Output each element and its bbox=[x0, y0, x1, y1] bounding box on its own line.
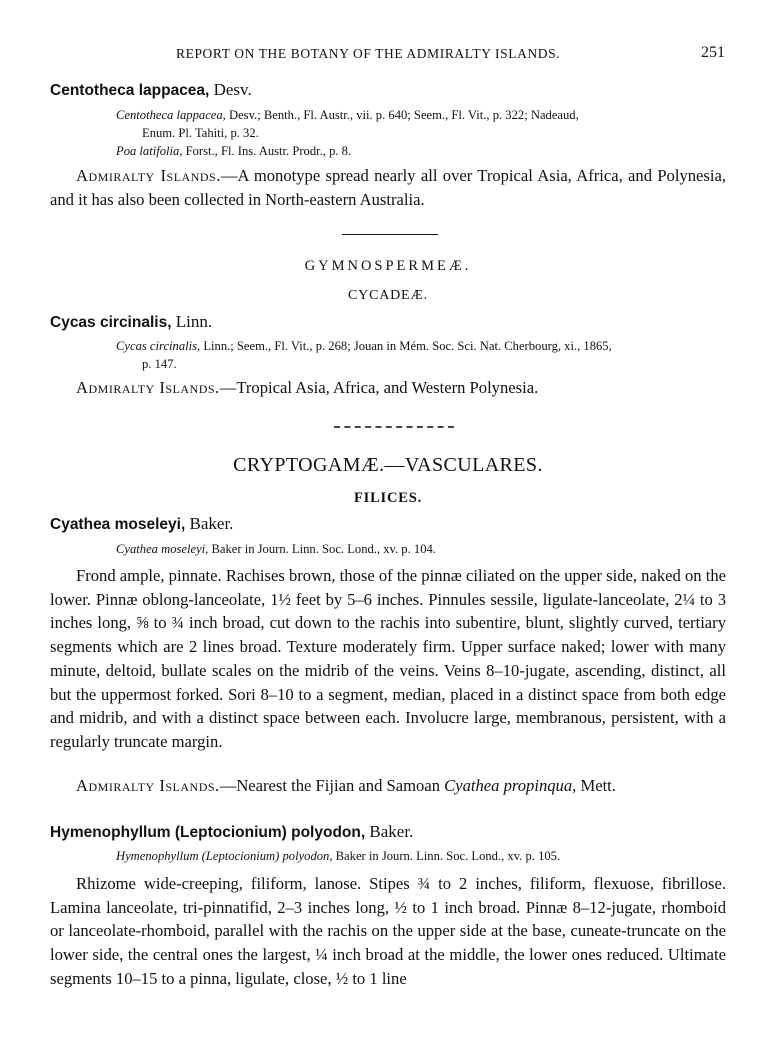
locality-text: —Nearest the Fijian and Samoan bbox=[219, 776, 440, 795]
species-authority: Baker. bbox=[189, 514, 234, 533]
locality-label: Admiralty Islands. bbox=[76, 166, 221, 185]
section-heading-gymnospermeae: GYMNOSPERMEÆ. bbox=[304, 258, 472, 274]
citation-text: Baker in Journ. Linn. Soc. Lond., xv. p. 104. bbox=[211, 542, 436, 556]
locality-label: Admiralty Islands. bbox=[76, 776, 220, 795]
species-heading-cyathea bbox=[50, 514, 233, 534]
cited-name: Hymenophyllum (Leptocionium) polyodon, bbox=[116, 849, 333, 863]
section-heading-cryptogamae: CRYPTOGAMÆ.—VASCULARES. bbox=[233, 454, 543, 476]
ornamental-divider bbox=[334, 426, 454, 428]
species-authority: Linn. bbox=[175, 312, 213, 331]
family-heading-cycadeae: CYCADEÆ. bbox=[348, 288, 428, 303]
description-hymenophyllum bbox=[50, 872, 726, 991]
locality-cyathea bbox=[50, 774, 726, 798]
citation-block-centotheca bbox=[116, 106, 736, 160]
citation-block-hymenophyllum bbox=[116, 847, 736, 865]
citation-block-cyathea bbox=[116, 540, 736, 558]
page-header bbox=[0, 44, 776, 68]
citation-block-cycas bbox=[116, 337, 736, 373]
running-title: REPORT ON THE BOTANY OF THE ADMIRALTY ISLANDS. bbox=[176, 46, 561, 61]
cited-name: Cyathea moseleyi, bbox=[116, 542, 209, 556]
species-name: Cyathea moseleyi, bbox=[50, 516, 186, 533]
citation-continuation: p. 147. bbox=[142, 357, 177, 371]
cited-name: Cycas circinalis, bbox=[116, 339, 201, 353]
section-divider bbox=[342, 234, 438, 235]
description-text: Rhizome wide-creeping, filiform, lanose. Stipes ¾ to 2 inches, filiform, flexuose, fibrillose. Lamina lanceolate, tri-pinnatifid, 2–3 inches long, ½ to 1 inch broad. Pinnæ 8–12-jugate, rhomboid or lanceolate-rhomboid, parallel with the rachis on the upper side at the base, cuneate-truncate on the lower side, the central ones the largest, ¼ inch broad at the middle, the lower ones reduced. Ultimate segments 10–15 to a pinna, ligulate, close, ½ to 1 line bbox=[50, 874, 726, 988]
locality-centotheca bbox=[50, 164, 726, 211]
species-name: Hymenophyllum (Leptocionium) polyodon, bbox=[50, 824, 366, 841]
species-name: Centotheca lappacea, bbox=[50, 82, 210, 99]
citation-text: Desv.; Benth., Fl. Austr., vii. p. 640; Seem., Fl. Vit., p. 322; Nadeaud, bbox=[228, 108, 579, 122]
cited-name: Centotheca lappacea, bbox=[116, 108, 226, 122]
family-heading-filices: FILICES. bbox=[353, 490, 423, 506]
related-species-authority: Mett. bbox=[580, 776, 616, 795]
synonym-name: Poa latifolia, bbox=[116, 144, 183, 158]
description-cyathea bbox=[50, 564, 726, 754]
locality-label: Admiralty Islands. bbox=[76, 378, 220, 397]
species-heading-centotheca bbox=[50, 80, 252, 100]
locality-cycas bbox=[50, 376, 726, 400]
species-authority: Baker. bbox=[369, 822, 414, 841]
locality-text: —Tropical Asia, Africa, and Western Polynesia. bbox=[219, 378, 539, 397]
species-authority: Desv. bbox=[213, 80, 252, 99]
species-heading-hymenophyllum bbox=[50, 822, 413, 842]
citation-text: Baker in Journ. Linn. Soc. Lond., xv. p. 105. bbox=[335, 849, 561, 863]
citation-continuation: Enum. Pl. Tahiti, p. 32. bbox=[142, 126, 259, 140]
page-number: 251 bbox=[701, 44, 725, 61]
species-name: Cycas circinalis, bbox=[50, 314, 172, 331]
species-heading-cycas bbox=[50, 312, 212, 332]
citation-text: Linn.; Seem., Fl. Vit., p. 268; Jouan in Mém. Soc. Sci. Nat. Cherbourg, xi., 1865, bbox=[203, 339, 612, 353]
locality-text: —A monotype spread nearly all over Tropical Asia, Africa, and Polynesia, and it has also been collected in North-eastern Australia. bbox=[50, 166, 726, 209]
synonym-citation: Forst., Fl. Ins. Austr. Prodr., p. 8. bbox=[185, 144, 352, 158]
description-text: Frond ample, pinnate. Rachises brown, those of the pinnæ ciliated on the upper side, naked on the lower. Pinnæ oblong-lanceolate, 1½ feet by 5–6 inches. Pinnules sessile, ligulate-lanceolate, 2¼ to 3 inches long, ⅝ to ¾ inch broad, cut down to the rachis into subentire, blunt, slightly curved, tertiary segments which are 2 lines broad. Texture moderately firm. Upper surface naked; lower with many minute, deltoid, bullate scales on the midrib of the veins. Veins 8–10-jugate, ascending, distinct, all but the uppermost forked. Sori 8–10 to a segment, median, placed in a distinct space from both edge and midrib, and with a distinct space between each. Involucre large, membranous, persistent, with a regularly truncate margin. bbox=[50, 566, 726, 751]
related-species: Cyathea propinqua, bbox=[444, 776, 577, 795]
